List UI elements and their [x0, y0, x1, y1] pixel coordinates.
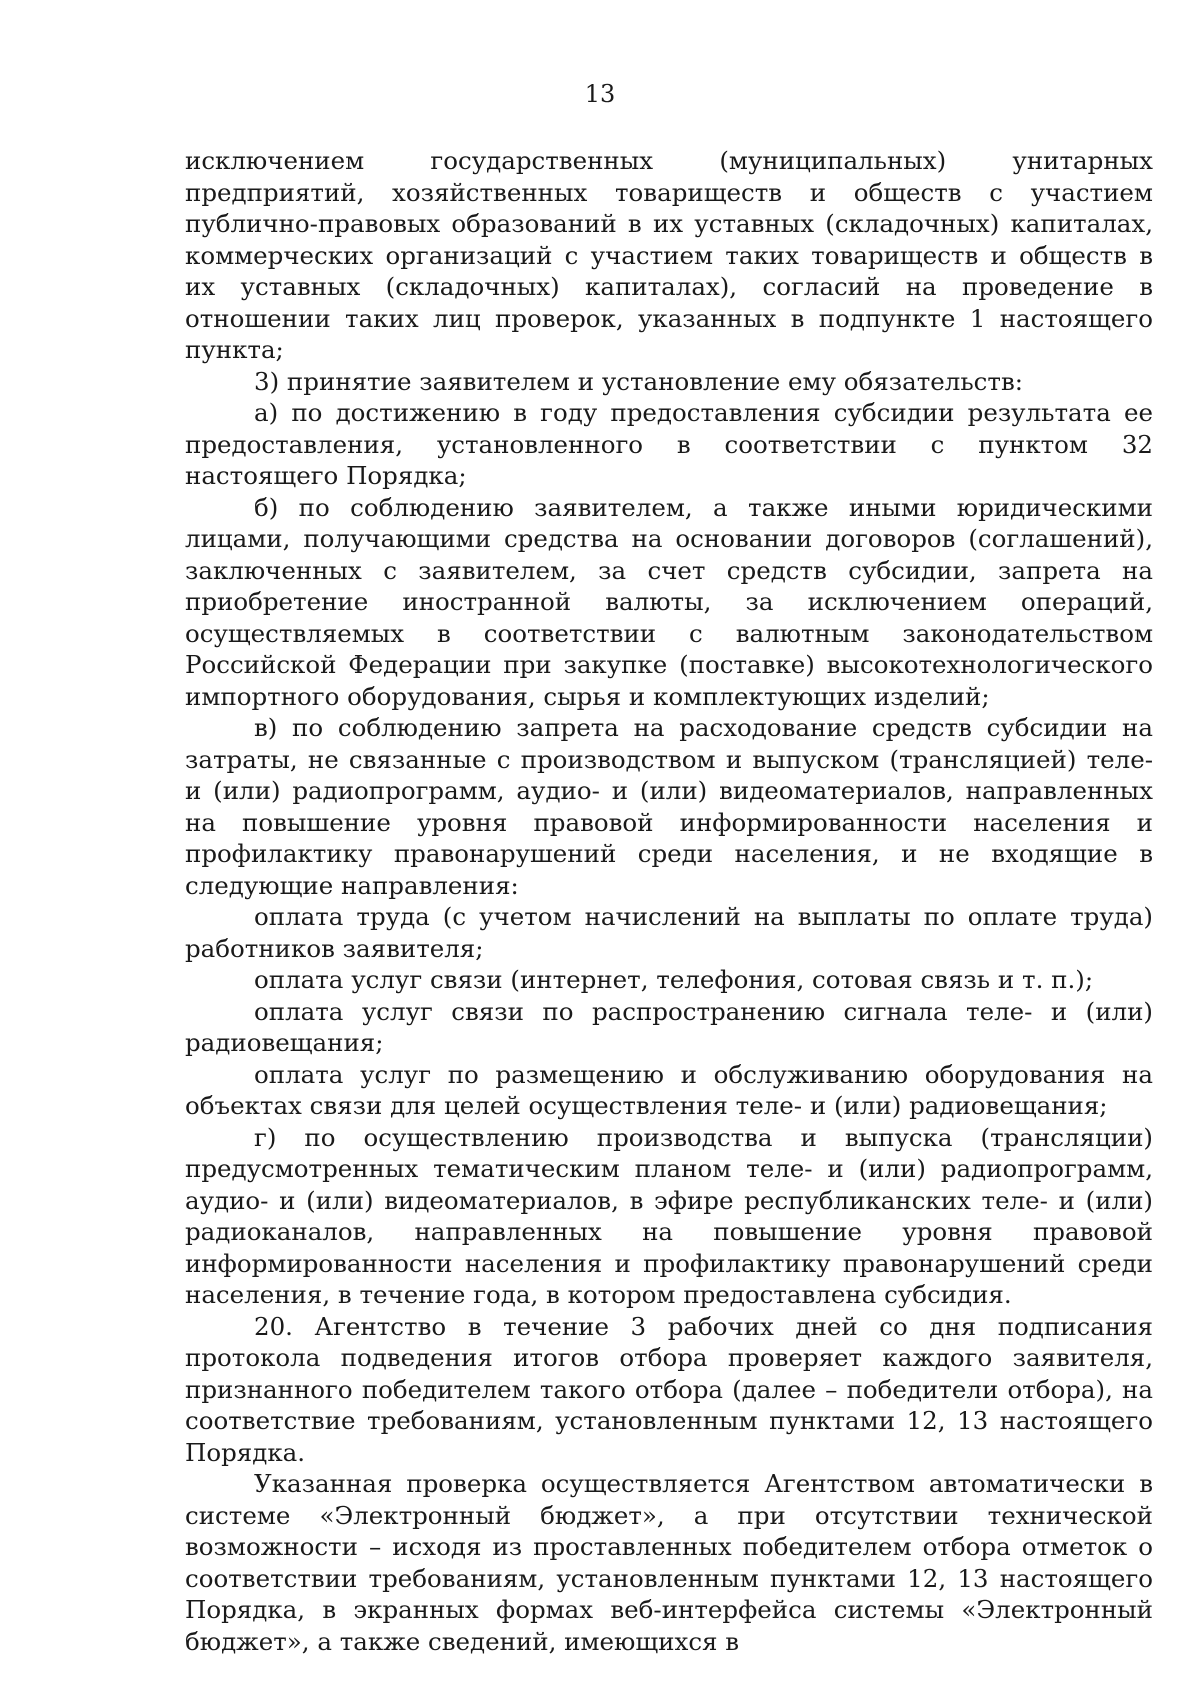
paragraph: г) по осуществлению производства и выпуска (трансляции) предусмотренных тематическим планом теле- и (или) радиопрограмм, аудио- и (или) видеоматериалов, в эфире республиканских теле- и (или) радиоканалов, направленных на повышение уровня правовой информированности населения и профилактику правонарушений среди населения, в течение года, в котором предоставлена субсидия. — [185, 1122, 1153, 1309]
paragraph: оплата труда (с учетом начислений на выплаты по оплате труда) работников заявителя; — [185, 902, 1153, 963]
document-body — [185, 145, 1153, 1657]
paragraph: оплата услуг по размещению и обслуживанию оборудования на объектах связи для целей осуществления теле- и (или) радиовещания; — [185, 1059, 1153, 1120]
paragraph: 20. Агентство в течение 3 рабочих дней со дня подписания протокола подведения итогов отбора проверяет каждого заявителя, признанного победителем такого отбора (далее – победители отбора), на соответствие требованиям, установленным пунктами 12, 13 настоящего Порядка. — [185, 1311, 1153, 1467]
paragraph: оплата услуг связи по распространению сигнала теле- и (или) радиовещания; — [185, 996, 1153, 1057]
paragraph: 3) принятие заявителем и установление ему обязательств: — [254, 366, 1023, 396]
paragraph: б) по соблюдению заявителем, а также иными юридическими лицами, получающими средства на основании договоров (соглашений), заключенных с заявителем, за счет средств субсидии, запрета на приобретение иностранной валюты, за исключением операций, осуществляемых в соответствии с валютным законодательством Российской Федерации при закупке (поставке) высокотехнологического импортного оборудования, сырья и комплектующих изделий; — [185, 492, 1153, 711]
page-number: 13 — [584, 80, 616, 108]
paragraph: Указанная проверка осуществляется Агентством автоматически в системе «Электронный бюджет», а при отсутствии технической возможности – исходя из проставленных победителем отбора отметок о соответствии требованиям, установленным пунктами 12, 13 настоящего Порядка, в экранных формах веб-интерфейса системы «Электронный бюджет», а также сведений, имеющихся в — [185, 1469, 1153, 1656]
paragraph: а) по достижению в году предоставления субсидии результата ее предоставления, установленного в соответствии с пунктом 32 настоящего Порядка; — [185, 398, 1153, 490]
paragraph: в) по соблюдению запрета на расходование средств субсидии на затраты, не связанные с производством и выпуском (трансляцией) теле- и (или) радиопрограмм, аудио- и (или) видеоматериалов, направленных на повышение уровня правовой информированности населения и профилактику правонарушений среди населения, и не входящие в следующие направления: — [185, 713, 1153, 900]
paragraph: оплата услуг связи (интернет, телефония, сотовая связь и т. п.); — [254, 965, 1094, 994]
paragraph: исключением государственных (муниципальных) унитарных предприятий, хозяйственных товариществ и обществ с участием публично-правовых образований в их уставных (складочных) капиталах, коммерческих организаций с участием таких товариществ и обществ в их уставных (складочных) капиталах), согласий на проведение в отношении таких лиц проверок, указанных в подпункте 1 настоящего пункта; — [185, 146, 1153, 364]
